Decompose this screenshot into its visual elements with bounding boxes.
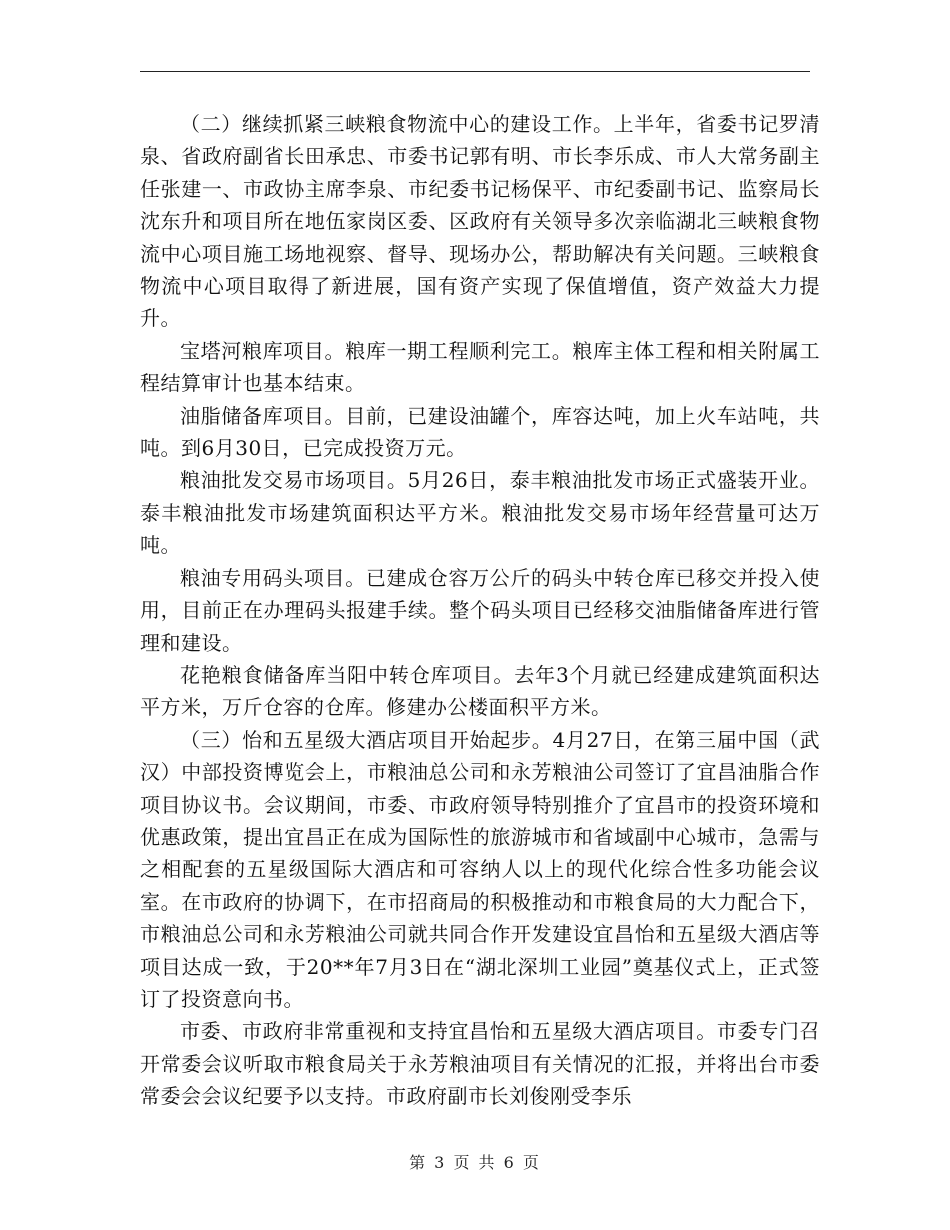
paragraph-oil-reserve: 油脂储备库项目。目前，已建设油罐个，库容达吨，加上火车站吨，共吨。到6月30日，已完成投资万元。 bbox=[140, 403, 820, 461]
paragraph-logistics-center: （二）继续抓紧三峡粮食物流中心的建设工作。上半年，省委书记罗清泉、省政府副省长田承忠、市委书记郭有明、市长李乐成、市人大常务副主任张建一、市政协主席李泉、市纪委书记杨保平、市纪委副书记、监察局长沈东升和项目所在地伍家岗区委、区政府有关领导多次亲临湖北三峡粮食物流中心项目施工场地视察、督导、现场办公，帮助解决有关问题。三峡粮食物流中心项目取得了新进展，国有资产实现了保值增值，资产效益大力提升。 bbox=[140, 112, 820, 331]
paragraph-hotel-support: 市委、市政府非常重视和支持宜昌怡和五星级大酒店项目。市委专门召开常委会议听取市粮食局关于永芳粮油项目有关情况的汇报，并将出台市委常委会会议纪要予以支持。市政府副市长刘俊刚受李乐 bbox=[140, 1019, 820, 1109]
page-number-footer: 第 3 页 共 6 页 bbox=[409, 1153, 541, 1172]
paragraph-hotel-project: （三）怡和五星级大酒店项目开始起步。4月27日，在第三届中国（武汉）中部投资博览会上，市粮油总公司和永芳粮油公司签订了宜昌油脂合作项目协议书。会议期间，市委、市政府领导特别推介了宜昌市的投资环境和优惠政策，提出宜昌正在成为国际性的旅游城市和省域副中心城市，急需与之相配套的五星级国际大酒店和可容纳人以上的现代化综合性多功能会议室。在市政府的协调下，在市招商局的积极推动和市粮食局的大力配合下，市粮油总公司和永芳粮油公司就共同合作开发建设宜昌怡和五星级大酒店等项目达成一致，于20**年7月3日在“湖北深圳工业园”奠基仪式上，正式签订了投资意向书。 bbox=[140, 727, 820, 1011]
paragraph-wholesale-market: 粮油批发交易市场项目。5月26日，泰丰粮油批发市场正式盛装开业。泰丰粮油批发市场建筑面积达平方米。粮油批发交易市场年经营量可达万吨。 bbox=[140, 468, 820, 558]
document-body bbox=[140, 108, 820, 1113]
header-rule bbox=[140, 71, 810, 72]
paragraph-wharf: 粮油专用码头项目。已建成仓容万公斤的码头中转仓库已移交并投入使用，目前正在办理码头报建手续。整个码头项目已经移交油脂储备库进行管理和建设。 bbox=[140, 565, 820, 655]
paragraph-dangyang-warehouse: 花艳粮食储备库当阳中转仓库项目。去年3个月就已经建成建筑面积达平方米，万斤仓容的仓库。修建办公楼面积平方米。 bbox=[140, 662, 820, 720]
paragraph-baotahe-granary: 宝塔河粮库项目。粮库一期工程顺利完工。粮库主体工程和相关附属工程结算审计也基本结束。 bbox=[140, 338, 820, 396]
